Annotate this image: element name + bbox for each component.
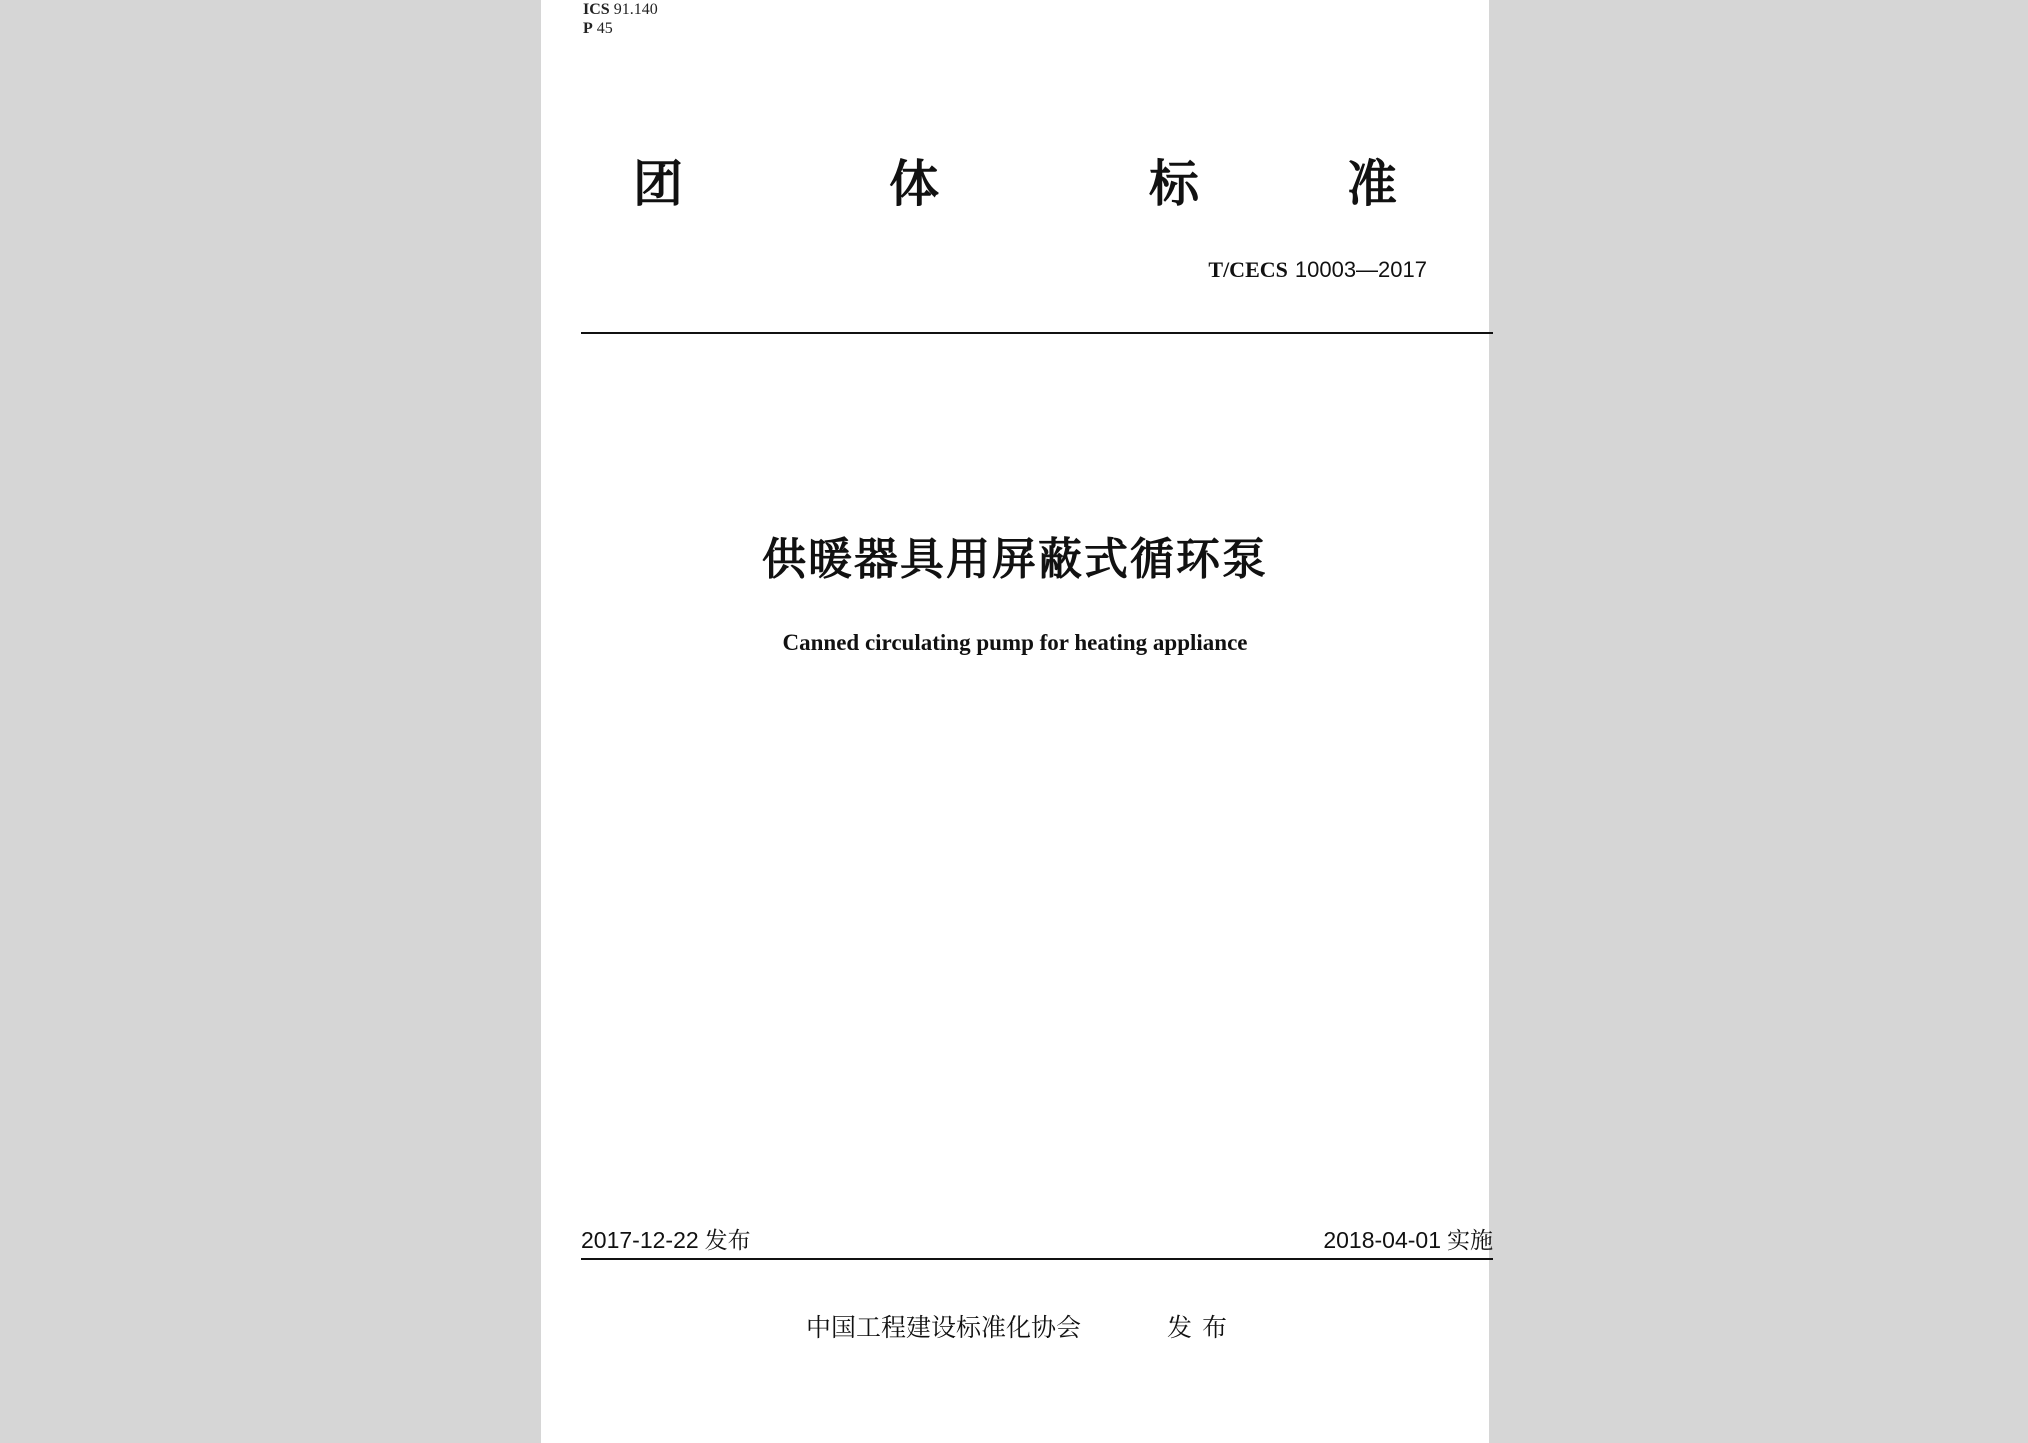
ics-code: 91.140: [613, 1, 658, 18]
ccs-code-line: [583, 19, 658, 38]
implementation-date-label: 实施: [1447, 1228, 1493, 1254]
ccs-code: 45: [596, 20, 613, 37]
implementation-date: [1323, 1224, 1493, 1257]
category-char-1: 团: [633, 155, 683, 213]
issue-date-label: 发布: [704, 1228, 751, 1254]
date-row: [581, 1224, 1493, 1256]
category-char-4: 准: [1347, 155, 1397, 213]
ics-label: ICS: [583, 1, 610, 18]
title-english: Canned circulating pump for heating appliance: [782, 630, 1248, 655]
publisher-line: [541, 1310, 1489, 1346]
ics-code-line: [583, 0, 658, 19]
top-divider: [581, 332, 1493, 334]
issue-date-value: 2017-12-22: [581, 1227, 699, 1253]
category-char-2: 体: [889, 155, 939, 213]
standard-number-prefix: T/CECS: [1208, 257, 1288, 282]
category-char-3: 标: [1149, 155, 1199, 213]
implementation-date-value: 2018-04-01: [1323, 1227, 1441, 1253]
classification-codes: [583, 0, 658, 38]
issue-date: [581, 1224, 751, 1257]
standard-number-value: 10003—2017: [1294, 257, 1427, 282]
publisher-action: 发布: [1167, 1313, 1238, 1342]
bottom-divider: [581, 1258, 1493, 1260]
ccs-label: P: [583, 20, 593, 37]
document-page: [541, 0, 1493, 1443]
publisher-organization: 中国工程建设标准化协会: [806, 1313, 1082, 1342]
title-chinese: 供暖器具用屏蔽式循环泵: [762, 534, 1268, 585]
standard-category: [541, 148, 1489, 220]
standard-number: [1208, 256, 1427, 285]
